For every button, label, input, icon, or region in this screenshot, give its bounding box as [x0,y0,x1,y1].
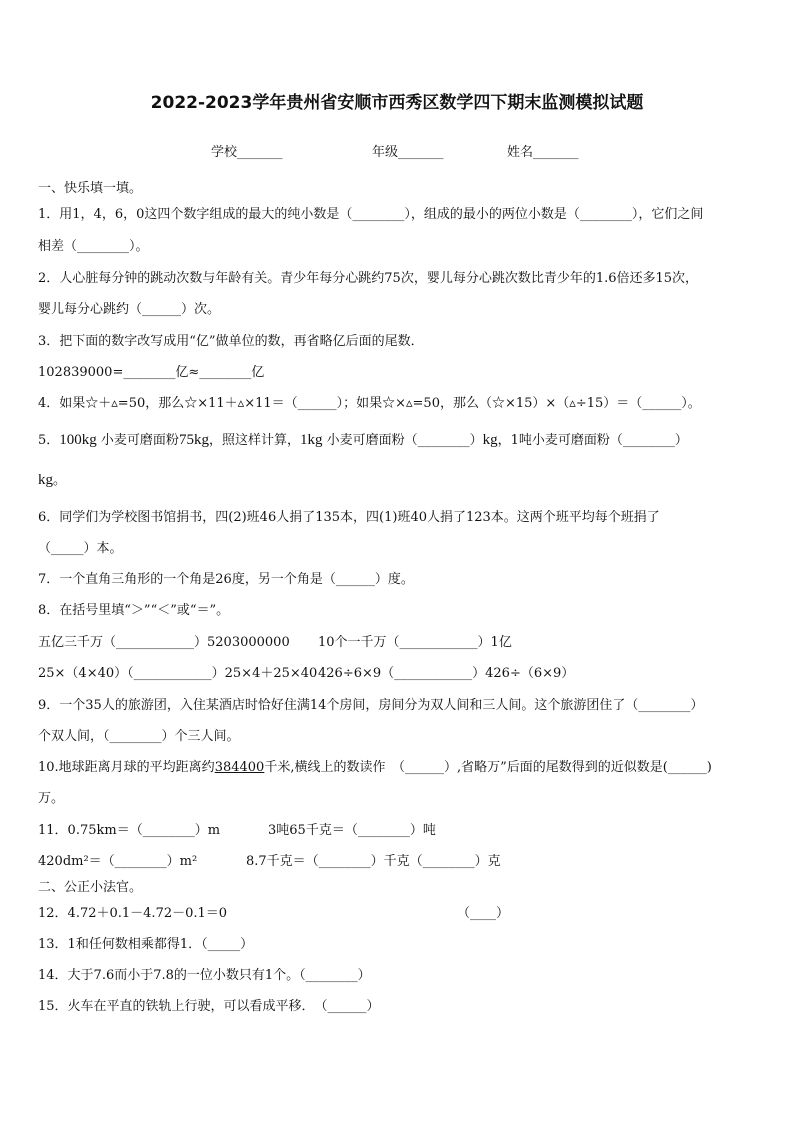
question-1-line-2: 相差（________）。 [38,239,149,254]
q5-value: 75kg [178,432,209,448]
question-6-line-1: 6．同学们为学校图书馆捐书，四(2)班46人捐了135本，四(1)班40人捐了123本。这两个班平均每个班捐了 [38,510,660,525]
q5-value: kg [38,472,53,488]
question-12-answer: （____） [457,906,510,921]
q10-part: 10.地球距离月球的平均距离约 [38,760,215,775]
question-12: 12．4.72＋0.1－4.72－0.1＝0 [38,906,228,921]
question-11-item-2: 3吨65千克＝（________）吨 [268,823,436,838]
question-6-line-2: （_____）本。 [38,541,123,556]
question-8-item-4: 426÷6×9（____________）426÷（6×9） [318,666,575,681]
q5-part: ，1吨小麦可磨面粉（________） [497,433,688,448]
name-field: 姓名_______ [507,145,579,160]
question-14: 14．大于7.6而小于7.8的一位小数只有1个。（________） [38,968,371,983]
question-10-line-1 [38,759,712,777]
question-5-line-2 [38,471,66,490]
question-11-item-1: 11．0.75km＝（________）m [38,823,221,838]
q5-part: 。 [53,473,67,488]
question-11-item-4: 8.7千克＝（________）千克（________）克 [246,854,501,869]
question-5-line-1 [38,431,688,450]
question-10-line-2: 万。 [38,791,65,806]
grade-field: 年级_______ [372,145,444,160]
question-15: 15．火车在平直的铁轨上行驶，可以看成平移． （______） [38,999,380,1014]
section-1-heading: 一、快乐填一填。 [38,181,143,196]
q5-value: kg [482,432,498,448]
question-13: 13．1和任何数相乘都得1．（_____） [38,937,254,952]
q10-part: 千米,横线上的数读作 （______）,省略万”后面的尾数得到的近似数是(______) [264,760,712,775]
question-9-line-2: 个双人间，（________）个三人间。 [38,729,240,744]
question-7: 7．一个直角三角形的一个角是26度，另一个角是（______）度。 [38,572,414,587]
q5-value: 1kg [299,432,323,448]
question-3-line-2: 102839000=________亿≈________亿 [38,365,265,380]
q5-part: ，照这样计算， [208,433,300,448]
q5-part: 5． [38,433,60,448]
question-4: 4．如果☆＋▵=50，那么☆×11＋▵×11＝（______）；如果☆×▵=50，那么（☆×15）×（▵÷15）＝（______）。 [38,396,701,411]
question-8: 8．在括号里填“＞”“＜”或“＝”。 [38,603,230,618]
q5-part: 小麦可磨面粉（________） [326,433,483,448]
question-2-line-2: 婴儿每分心跳约（______）次。 [38,302,221,317]
page-title: 2022-2023学年贵州省安顺市西秀区数学四下期末监测模拟试题 [150,93,644,113]
question-8-item-2: 10个一千万（____________）1亿 [318,635,512,650]
question-8-item-1: 五亿三千万（____________）5203000000 [38,635,290,650]
q5-part: 小麦可磨面粉 [100,433,179,448]
question-2-line-1: 2．人心脏每分钟的跳动次数与年龄有关。青少年每分心跳约75次，婴儿每分心跳次数比青少年的1.6倍还多15次， [38,271,699,286]
question-11-item-3: 420dm²＝（________）m² [38,854,198,869]
question-8-item-3: 25×（4×40）（____________）25×4＋25×40 [38,666,318,681]
question-1-line-1: 1．用1，4，6，0这四个数字组成的最大的纯小数是（________），组成的最小的两位小数是（________），它们之间 [38,207,704,222]
q10-underlined-number: 384400 [214,760,265,775]
section-2-heading: 二、公正小法官。 [38,880,143,895]
q5-value: 100kg [59,432,97,448]
school-field: 学校_______ [211,145,283,160]
question-3-line-1: 3．把下面的数字改写成用“亿”做单位的数，再省略亿后面的尾数． [38,334,424,349]
question-9-line-1: 9．一个35人的旅游团，入住某酒店时恰好住满14个房间，房间分为双人间和三人间。这个旅游团住了（________） [38,698,704,713]
